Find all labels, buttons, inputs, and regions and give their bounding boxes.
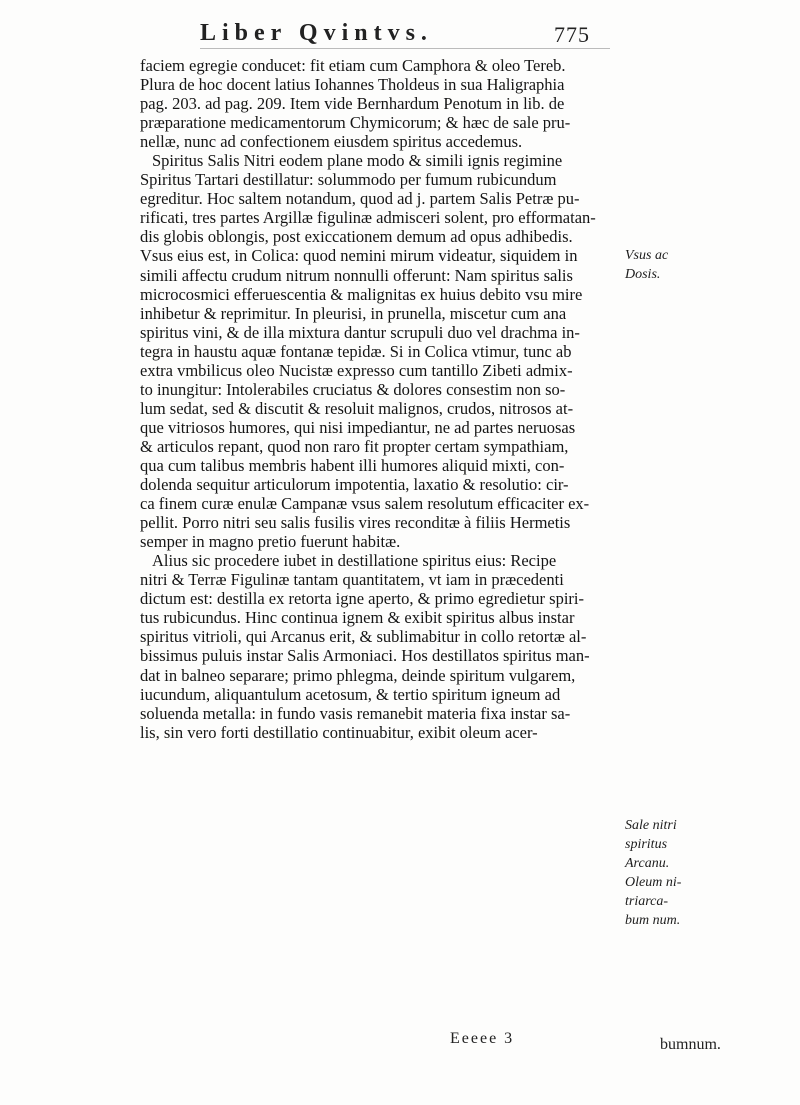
text-line: Spiritus Tartari destillatur: solummodo per fumum rubicundum [140, 170, 557, 190]
text-line: to inungitur: Intolerabiles cruciatus & dolores consestim non so- [140, 379, 566, 399]
text-line: præparatione medicamentorum Chymicorum; & hæc de sale pru- [140, 113, 571, 133]
text-line: que vitriosos humores, qui nisi impediantur, ne ad partes neruosas [140, 417, 576, 437]
text-line: tegra in haustu aquæ fontanæ tepidæ. Si in Colica vtimur, tunc ab [140, 341, 572, 361]
page-number: 775 [554, 22, 590, 47]
text-line: spiritus vini, & de illa mixtura dantur scrupuli duo vel drachma in- [140, 322, 580, 342]
body-text [140, 56, 615, 742]
text-line: iucundum, aliquantulum acetosum, & tertio spiritum igneum ad [140, 684, 561, 704]
text-line: dictum est: destilla ex retorta igne aperto, & primo egredietur spiri- [140, 589, 584, 609]
text-line: inhibetur & reprimitur. In pleurisi, in prunella, miscetur cum ana [140, 303, 567, 323]
margin-note-arcanum: Arcanu. [625, 856, 670, 871]
text-line: qua cum talibus membris habent illi humores aliquid mixti, con- [140, 455, 565, 475]
text-line: dis globis oblongis, post exiccationem demum ad opus adhibedis. [140, 227, 573, 247]
text-line: nitri & Terræ Figulinæ tantam quantitatem, vt iam in præcedenti [140, 570, 564, 590]
text-line: Alius sic procedere iubet in destillatione spiritus eius: Recipe [152, 551, 557, 571]
text-line: & articulos repant, quod non raro fit propter certam sympathiam, [140, 436, 569, 456]
header-rule [200, 48, 610, 49]
text-line: egreditur. Hoc saltem notandum, quod ad j. partem Salis Petræ pu- [140, 189, 580, 209]
text-line: pag. 203. ad pag. 209. Item vide Bernhardum Penotum in lib. de [140, 94, 565, 114]
margin-note-bumnum: bum num. [625, 913, 681, 928]
text-line: nellæ, nunc ad confectionem eiusdem spiritus accedemus. [140, 132, 523, 152]
margin-note-triarca: triarca- [625, 894, 669, 909]
text-line: spiritus vitrioli, qui Arcanus erit, & sublimabitur in collo retortæ al- [140, 627, 587, 647]
text-line: soluenda metalla: in fundo vasis remanebit materia fixa instar sa- [140, 703, 571, 723]
running-head [160, 18, 590, 52]
text-line: lum sedat, sed & discutit & resoluit malignos, crudos, nitrosos at- [140, 398, 574, 418]
text-line: Vsus eius est, in Colica: quod nemini mirum videatur, siquidem in [140, 246, 578, 266]
text-line: tus rubicundus. Hinc continua ignem & exibit spiritus albus instar [140, 608, 575, 628]
running-title: Liber Qvintvs. [200, 20, 433, 46]
text-line: rificati, tres partes Argillæ figulinæ admisceri solent, pro efformatan- [140, 208, 596, 228]
text-line: ca finem curæ enulæ Campanæ vsus salem resolutum efficaciter ex- [140, 494, 590, 514]
margin-note-sale-nitri: Sale nitri [625, 818, 677, 833]
margin-note-dosis: Dosis. [625, 267, 661, 282]
text-line: faciem egregie conducet: fit etiam cum Camphora & oleo Tereb. [140, 56, 566, 75]
signature-mark: Eeeee 3 [450, 1030, 515, 1047]
text-line: bissimus puluis instar Salis Armoniaci. Hos destillatos spiritus man- [140, 646, 590, 666]
text-line: semper in magno pretio fuerunt habitæ. [140, 532, 401, 552]
text-line: dat in balneo separare; primo phlegma, deinde spiritum vulgarem, [140, 665, 576, 685]
text-line: lis, sin vero forti destillatio continuabitur, exibit oleum acer- [140, 722, 538, 742]
margin-note-usus: Vsus ac [625, 248, 669, 263]
text-line: Plura de hoc docent latius Iohannes Tholdeus in sua Haligraphia [140, 75, 565, 95]
text-line: pellit. Porro nitri seu salis fusilis vires reconditæ à filiis Hermetis [140, 513, 571, 533]
text-line: extra vmbilicus oleo Nucistæ expresso cum tantillo Zibeti admix- [140, 360, 573, 380]
text-line: dolenda sequitur articulorum impotentia, laxatio & resolutio: cir- [140, 475, 569, 495]
text-line: Spiritus Salis Nitri eodem plane modo & simili ignis regimine [152, 151, 563, 171]
text-line: microcosmici efferuescentia & malignitas ex huius debito vsu mire [140, 284, 583, 304]
margin-note-oleum: Oleum ni- [625, 875, 682, 890]
margin-note-spiritus: spiritus [625, 837, 668, 852]
catchword: bumnum. [660, 1036, 721, 1053]
text-line: simili affectu crudum nitrum nonnulli offerunt: Nam spiritus salis [140, 265, 573, 285]
